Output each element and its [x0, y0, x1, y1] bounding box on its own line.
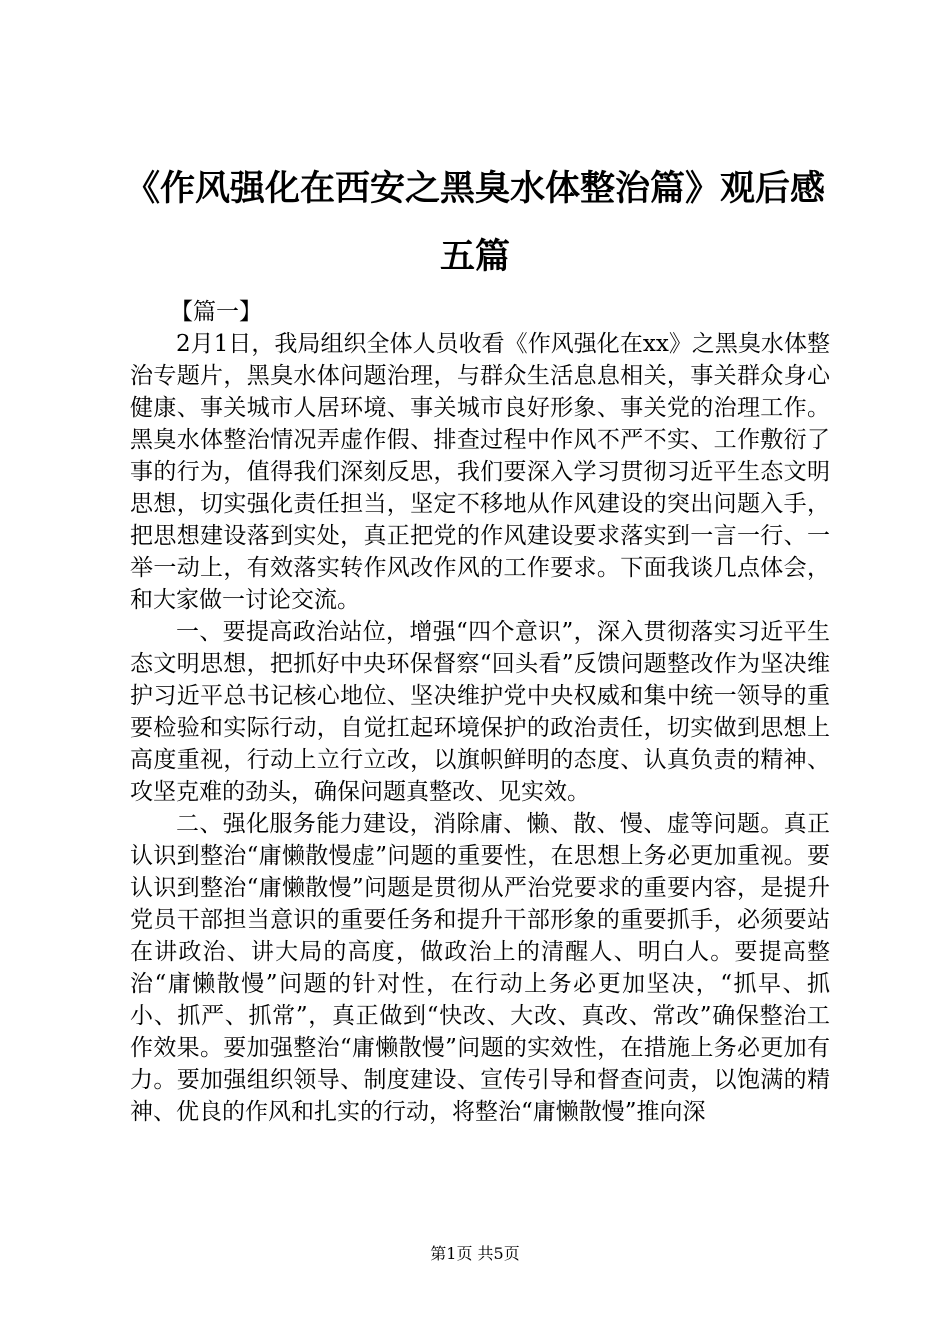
paragraph-1: 2月1日，我局组织全体人员收看《作风强化在xx》之黑臭水体整治专题片，黑臭水体问题治理，与群众生活息息相关，事关群众身心健康、事关城市人居环境、事关城市良好形象、事关党的治理工作。黑臭水体整治情况弄虚作假、排查过程中作风不严不实、工作敷衍了事的行为，值得我们深刻反思，我们要深入学习贯彻习近平生态文明思想，切实强化责任担当，坚定不移地从作风建设的突出问题入手，把思想建设落到实处，真正把党的作风建设要求落实到一言一行、一举一动上，有效落实转作风改作风的工作要求。下面我谈几点体会，和大家做一讨论交流。 — [130, 331, 830, 613]
paragraph-3: 二、强化服务能力建设，消除庸、懒、散、慢、虚等问题。真正认识到整治“庸懒散慢虚”问题的重要性，在思想上务必更加重视。要认识到整治“庸懒散慢”问题是贯彻从严治党要求的重要内容，是提升党员干部担当意识的重要任务和提升干部形象的重要抓手，必须要站在讲政治、讲大局的高度，做政治上的清醒人、明白人。要提高整治“庸懒散慢”问题的针对性，在行动上务必更加坚决，“抓早、抓小、抓严、抓常”，真正做到“快改、大改、真改、常改”确保整治工作效果。要加强整治“庸懒散慢”问题的实效性，在措施上务必更加有力。要加强组织领导、制度建设、宣传引导和督查问责，以饱满的精神、优良的作风和扎实的行动，将整治“庸懒散慢”推向深 — [130, 811, 830, 1125]
page-footer: 第1页 共5页 — [430, 1244, 520, 1263]
paragraph-2: 一、要提高政治站位，增强“四个意识”，深入贯彻落实习近平生态文明思想，把抓好中央环保督察“回头看”反馈问题整改作为坚决维护习近平总书记核心地位、坚决维护党中央权威和集中统一领导的重要检验和实际行动，自觉扛起环境保护的政治责任，切实做到思想上高度重视，行动上立行立改，以旗帜鲜明的态度、认真负责的精神、攻坚克难的劲头，确保问题真整改、见实效。 — [130, 619, 830, 805]
section-label: 【篇一】 — [170, 299, 262, 325]
document-title: 《作风强化在西安之黑臭水体整治篇》观后感五篇 — [124, 168, 825, 277]
document-body — [130, 328, 830, 1128]
